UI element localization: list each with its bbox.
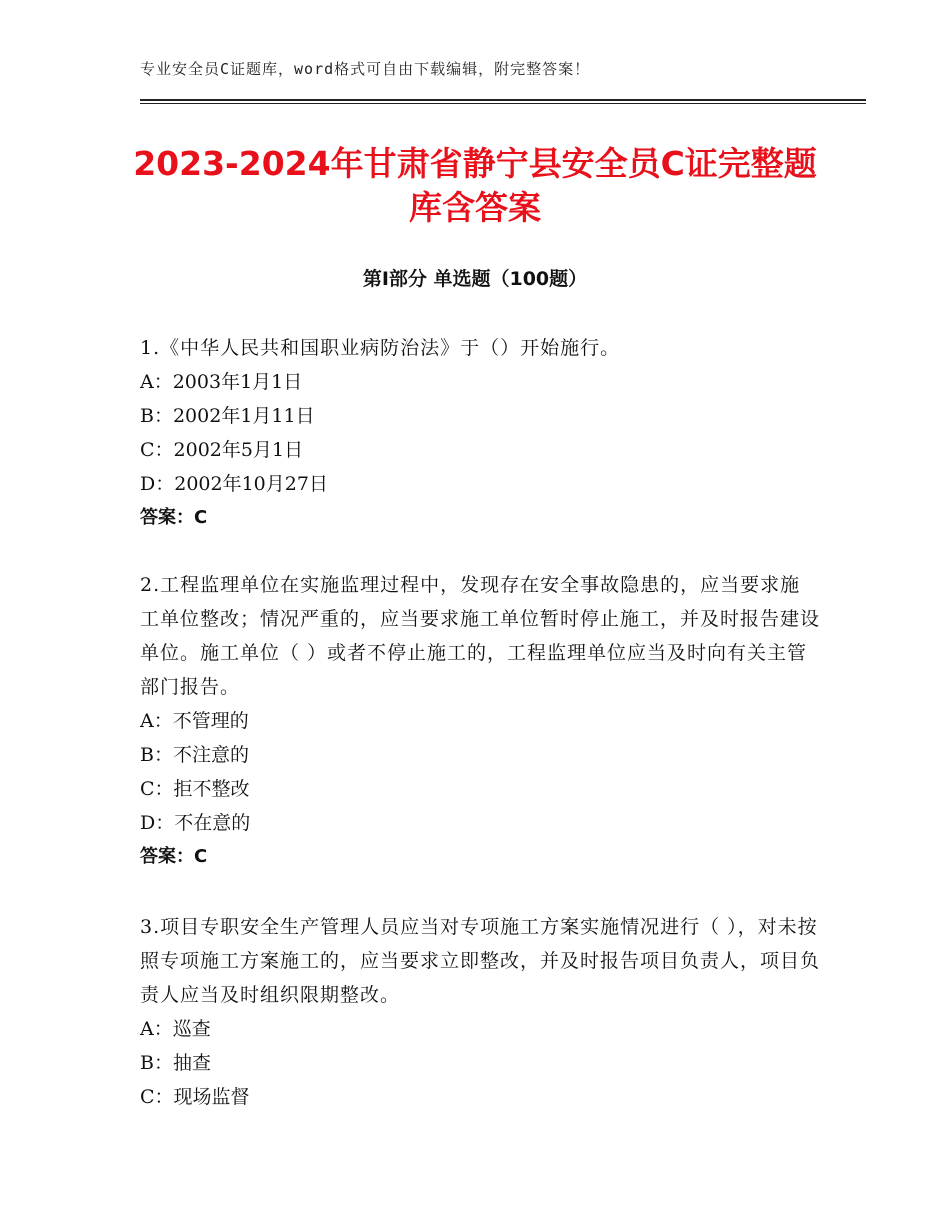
option-c: C：2002年5月1日 [140, 439, 304, 461]
option-a: A：不管理的 [140, 710, 249, 732]
header-rule-thick [140, 99, 866, 101]
document-title: 2023-2024年甘肃省静宁县安全员C证完整题库含答案 [133, 144, 817, 227]
question-3 [140, 910, 820, 1114]
question-stem: 3.项目专职安全生产管理人员应当对专项施工方案实施情况进行（ ），对未按照专项施工方案施工的，应当要求立即整改，并及时报告项目负责人，项目负责人应当及时组织限期整改。 [140, 916, 821, 1006]
header-rule-thin [140, 103, 866, 104]
question-stem: 1.《中华人民共和国职业病防治法》于（）开始施行。 [140, 337, 621, 359]
option-b: B：2002年1月11日 [140, 405, 315, 427]
option-b: B：不注意的 [140, 744, 249, 766]
option-a: A：巡查 [140, 1018, 211, 1040]
section-title: 第Ⅰ部分 单选题（100题） [362, 268, 588, 290]
header-note: 专业安全员C证题库，word格式可自由下载编辑，附完整答案！ [140, 60, 591, 78]
option-a: A：2003年1月1日 [140, 371, 303, 393]
option-d: D：2002年10月27日 [140, 473, 328, 495]
question-2 [140, 568, 820, 874]
option-b: B：抽查 [140, 1052, 211, 1074]
option-c: C：拒不整改 [140, 778, 250, 800]
option-d: D：不在意的 [140, 812, 251, 834]
question-1 [140, 331, 820, 535]
option-c: C：现场监督 [140, 1086, 250, 1108]
answer: 答案：C [140, 507, 208, 528]
answer: 答案：C [140, 846, 208, 867]
question-stem: 2.工程监理单位在实施监理过程中，发现存在安全事故隐患的，应当要求施工单位整改；情况严重的，应当要求施工单位暂时停止施工，并及时报告建设单位。施工单位（ ）或者不停止施工的，工程监理单位应当及时向有关主管部门报告。 [140, 574, 821, 698]
